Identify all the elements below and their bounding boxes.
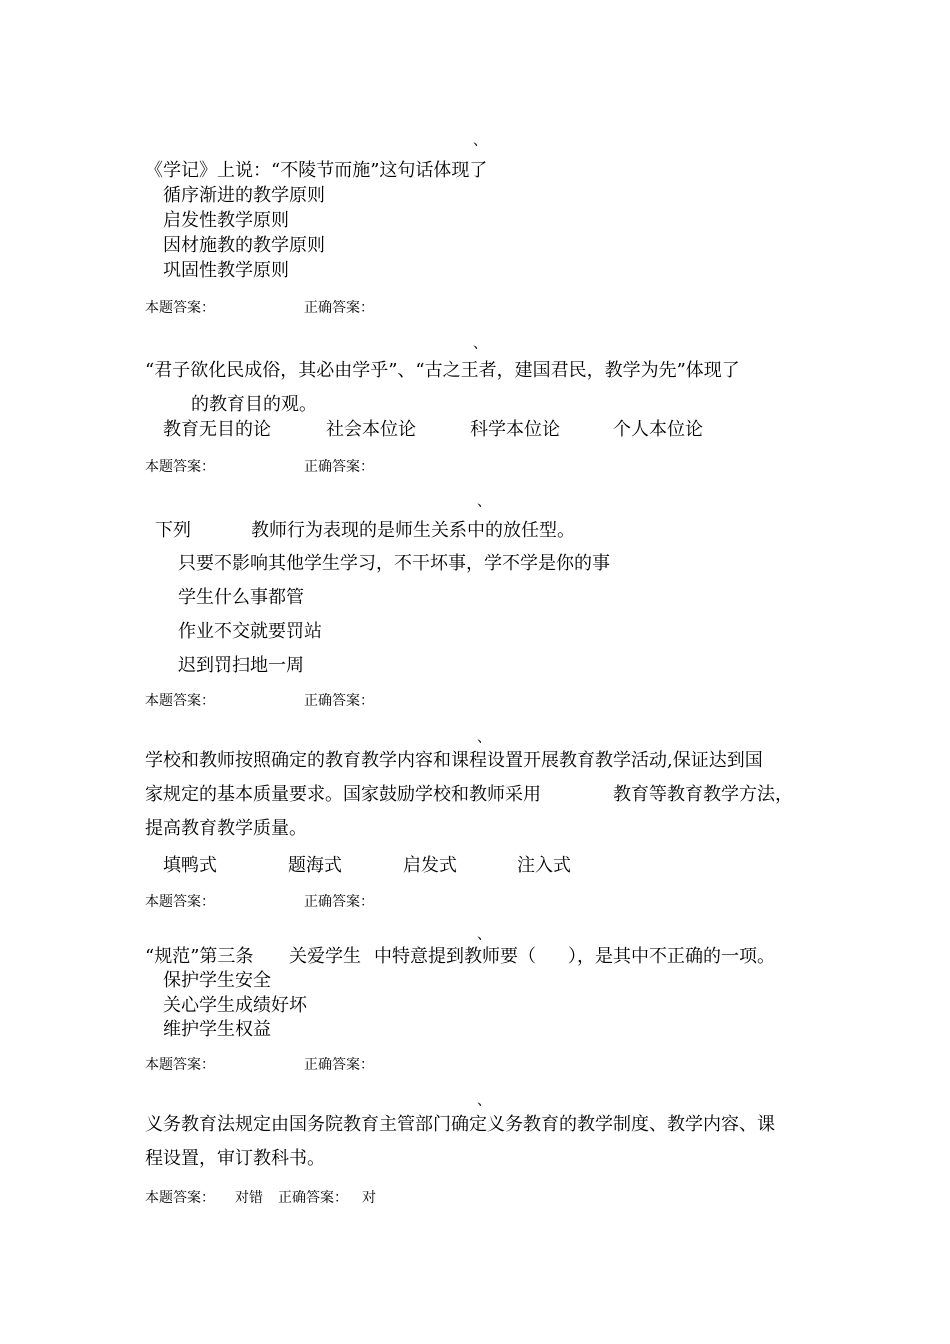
separator-mark: 、 — [477, 1093, 491, 1109]
answer-label: 本题答案： — [145, 693, 215, 709]
question-2-stem: “君子欲化民成俗，其必由学乎”、“古之王者，建国君民，教学为先”体现了 — [145, 360, 740, 381]
correct-answer-label: 正确答案： — [304, 693, 374, 709]
answer-label: 本题答案： — [145, 300, 215, 316]
separator-mark: 、 — [477, 730, 491, 746]
question-1-option-b[interactable]: 启发性教学原则 — [163, 210, 289, 231]
question-3-option-a[interactable]: 只要不影响其他学生学习，不干坏事，学不学是你的事 — [178, 553, 610, 574]
question-2-option-a[interactable]: 教育无目的论 — [163, 419, 271, 440]
correct-answer-label: 正确答案： — [304, 459, 374, 475]
answer-value: 对错 — [235, 1190, 263, 1206]
question-4-line-3: 提高教育教学质量。 — [145, 818, 307, 839]
question-2-option-c[interactable]: 科学本位论 — [470, 419, 560, 440]
separator-mark: 、 — [477, 927, 491, 943]
question-2-option-b[interactable]: 社会本位论 — [326, 419, 416, 440]
question-3-stem-prefix: 下列 — [155, 520, 191, 541]
correct-answer-value: 对 — [362, 1190, 376, 1206]
question-4-line-2-tail: 教育等教育教学方法， — [613, 784, 793, 805]
answer-label: 本题答案： — [145, 1057, 215, 1073]
question-2-option-d[interactable]: 个人本位论 — [613, 419, 703, 440]
question-2-stem-continued: 的教育目的观。 — [191, 394, 317, 415]
question-3-option-c[interactable]: 作业不交就要罚站 — [178, 621, 322, 642]
answer-label: 本题答案： — [145, 459, 215, 475]
question-5-option-a[interactable]: 保护学生安全 — [163, 970, 271, 991]
question-1-option-d[interactable]: 巩固性教学原则 — [163, 260, 289, 281]
separator-mark: 、 — [473, 133, 487, 149]
correct-answer-label: 正确答案： — [304, 1057, 374, 1073]
question-6-line-2: 程设置，审订教科书。 — [145, 1148, 325, 1169]
answer-label: 本题答案： — [145, 1190, 215, 1206]
question-4-line-1: 学校和教师按照确定的教育教学内容和课程设置开展教育教学活动,保证达到国 — [145, 750, 763, 771]
question-5-stem-part-2: 关爱学生 — [289, 946, 361, 967]
question-4-option-b[interactable]: 题海式 — [288, 855, 342, 876]
question-1-option-c[interactable]: 因材施教的教学原则 — [163, 235, 325, 256]
question-5-stem-part-1: “规范”第三条 — [145, 946, 254, 967]
question-4-option-a[interactable]: 填鸭式 — [163, 855, 217, 876]
question-6-line-1: 义务教育法规定由国务院教育主管部门确定义务教育的教学制度、教学内容、课 — [145, 1114, 775, 1135]
separator-mark: 、 — [473, 336, 487, 352]
question-5-stem-part-3: 中特意提到教师要（ — [374, 946, 536, 967]
question-3-stem: 教师行为表现的是师生关系中的放任型。 — [251, 520, 575, 541]
correct-answer-label: 正确答案： — [278, 1190, 348, 1206]
question-5-option-c[interactable]: 维护学生权益 — [163, 1019, 271, 1040]
answer-label: 本题答案： — [145, 894, 215, 910]
correct-answer-label: 正确答案： — [304, 300, 374, 316]
separator-mark: 、 — [477, 494, 491, 510]
question-4-option-c[interactable]: 启发式 — [403, 855, 457, 876]
correct-answer-label: 正确答案： — [304, 894, 374, 910]
question-3-option-b[interactable]: 学生什么事都管 — [178, 587, 304, 608]
question-5-stem-part-4: ），是其中不正确的一项。 — [568, 946, 775, 967]
question-4-line-2: 家规定的基本质量要求。国家鼓励学校和教师采用 — [145, 784, 541, 805]
question-3-option-d[interactable]: 迟到罚扫地一周 — [178, 655, 304, 676]
question-4-option-d[interactable]: 注入式 — [517, 855, 571, 876]
question-1-option-a[interactable]: 循序渐进的教学原则 — [163, 185, 325, 206]
question-1-stem: 《学记》上说：“不陵节而施”这句话体现了 — [145, 160, 488, 181]
question-5-option-b[interactable]: 关心学生成绩好坏 — [163, 995, 307, 1016]
